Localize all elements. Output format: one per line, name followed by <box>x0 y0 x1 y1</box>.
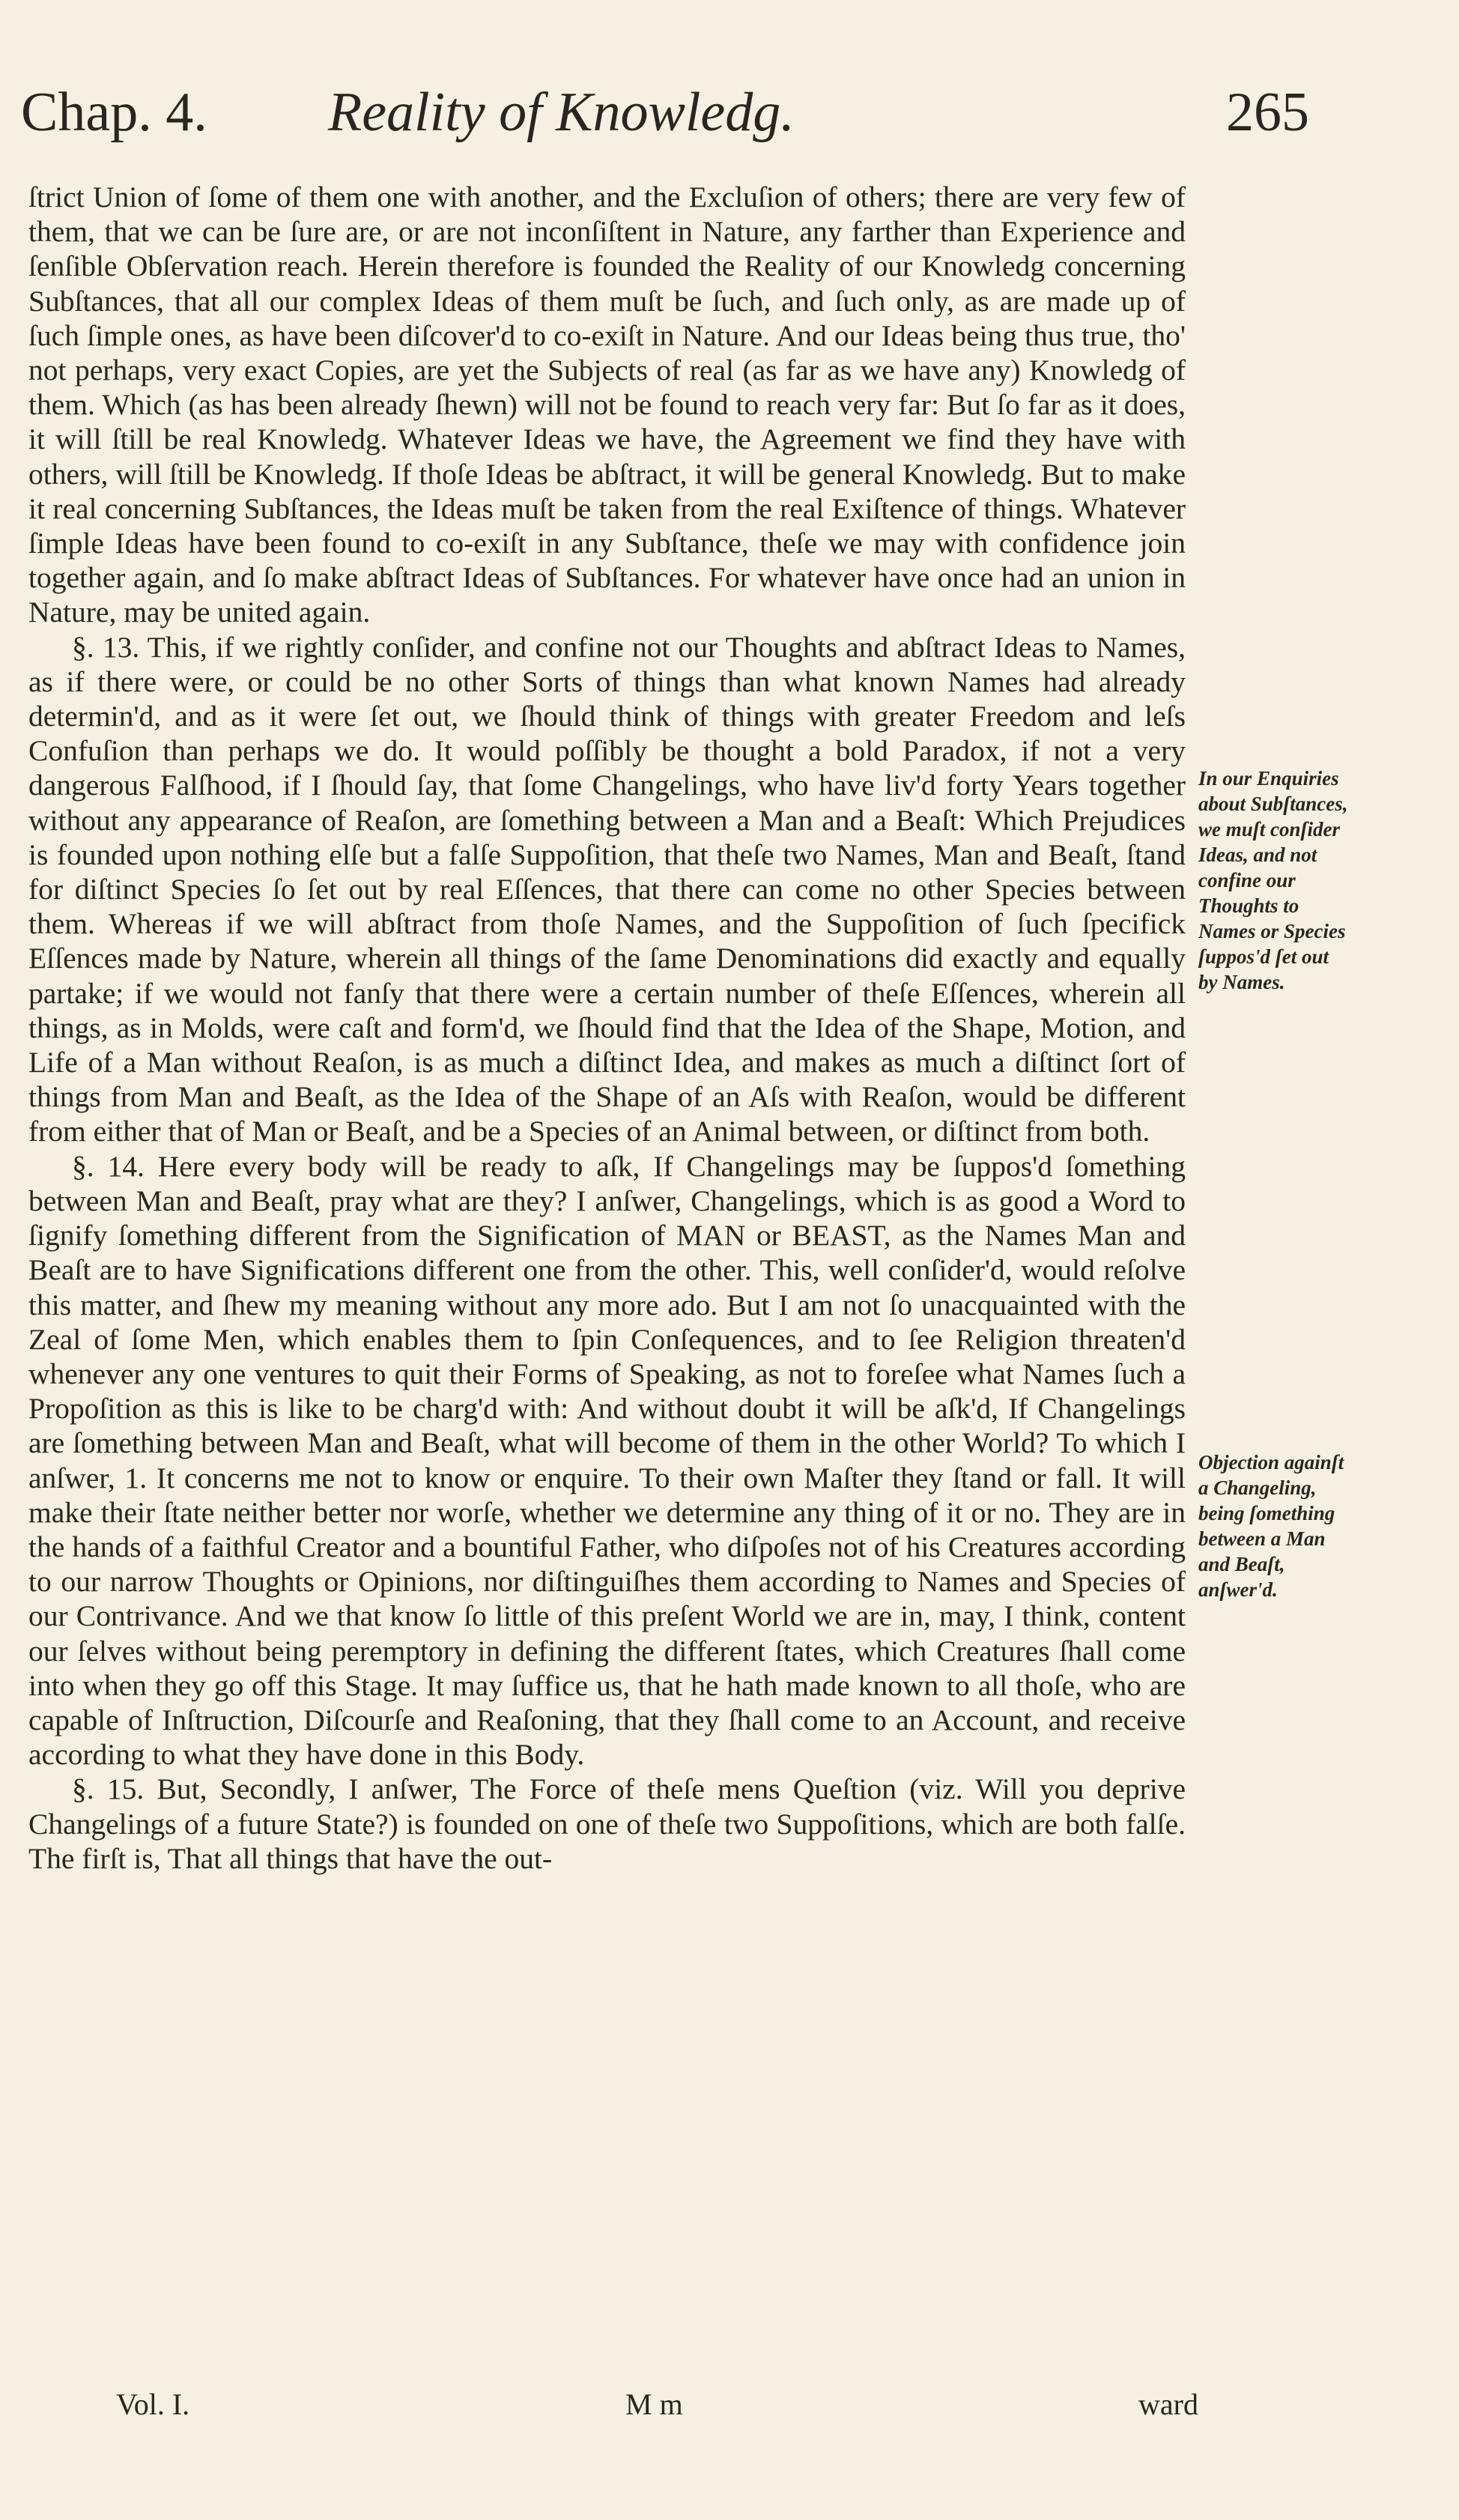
paragraph-section-15: §. 15. But, Secondly, I anſwer, The Force of theſe mens Queſtion (viz. Will you deprive Changelings of a future State?) is founded on one of theſe two Suppoſitions, which are both falſe. The firſt is, That all things that have the out- <box>28 1772 1186 1875</box>
main-text <box>28 180 1186 1876</box>
margin-note-section-14: Objection againſt a Changeling, being ſomething between a Man and Beaſt, anſwer'd. <box>1198 1451 1344 1601</box>
paragraph: ſtrict Union of ſome of them one with another, and the Excluſion of others; there are very few of them, that we can be ſure are, or are not inconſiſtent in Nature, any farther than Experience and ſenſible Obſervation reach. Herein therefore is founded the Reality of our Knowledg concerning Subſtances, that all our complex Ideas of them muſt be ſuch, and ſuch only, as are made up of ſuch ſimple ones, as have been diſcover'd to co-exiſt in Nature. And our Ideas being thus true, tho' not perhaps, very exact Copies, are yet the Subjects of real (as far as we have any) Knowledg of them. Which (as has been already ſhewn) will not be found to reach very far: But ſo far as it does, it will ſtill be real Knowledg. Whatever Ideas we have, the Agreement we find they have with others, will ſtill be Knowledg. If thoſe Ideas be abſtract, it will be general Knowledg. But to make it real concerning Subſtances, the Ideas muſt be taken from the real Exiſtence of things. Whatever ſimple Ideas have been found to co-exiſt in any Subſtance, theſe we may with confidence join together again, and ſo make abſtract Ideas of Subſtances. For whatever have once had an union in Nature, may be united again. <box>28 181 1186 629</box>
paragraph-section-13: §. 13. This, if we rightly conſider, and confine not our Thoughts and abſtract Ideas to Names, as if there were, or could be no other Sorts of things than what known Names had already determin'd, and as it were ſet out, we ſhould think of things with greater Freedom and leſs Confuſion than perhaps we do. It would poſſibly be thought a bold Paradox, if not a very dangerous Falſhood, if I ſhould ſay, that ſome Changelings, who have liv'd forty Years together without any appearance of Reaſon, are ſomething between a Man and a Beaſt: Which Prejudices is founded upon nothing elſe but a falſe Suppoſition, that theſe two Names, Man and Beaſt, ſtand for diſtinct Species ſo ſet out by real Eſſences, that there can come no other Species between them. Whereas if we will abſtract from thoſe Names, and the Suppoſition of ſuch ſpecifick Eſſences made by Nature, wherein all things of the ſame Denominations did exactly and equally partake; if we would not fanſy that there were a certain number of theſe Eſſences, wherein all things, as in Molds, were caſt and form'd, we ſhould find that the Idea of the Shape, Motion, and Life of a Man without Reaſon, is as much a diſtinct Idea, and makes as much a diſtinct ſort of things from Man and Beaſt, as the Idea of the Shape of an Aſs with Reaſon, would be different from either that of Man or Beaſt, and be a Species of an Animal between, or diſtinct from both. <box>28 630 1186 1148</box>
signature-mark: M m <box>625 2387 683 2421</box>
volume-label: Vol. I. <box>116 2387 190 2421</box>
paragraph-section-14: §. 14. Here every body will be ready to aſk, If Changelings may be ſuppos'd ſomething between Man and Beaſt, pray what are they? I anſwer, Changelings, which is as good a Word to ſignify ſomething different from the Signification of MAN or BEAST, as the Names Man and Beaſt are to have Significations different one from the other. This, well conſider'd, would reſolve this matter, and ſhew my meaning without any more ado. But I am not ſo unacquainted with the Zeal of ſome Men, which enables them to ſpin Conſequences, and to ſee Religion threaten'd whenever any one ventures to quit their Forms of Speaking, as not to foreſee what Names ſuch a Propoſition as this is like to be charg'd with: And without doubt it will be aſk'd, If Changelings are ſomething between Man and Beaſt, what will become of them in the other World? To which I anſwer, 1. It concerns me not to know or enquire. To their own Maſter they ſtand or fall. It will make their ſtate neither better nor worſe, whether we determine any thing of it or no. They are in the hands of a faithful Creator and a bountiful Father, who diſpoſes not of his Creatures according to our narrow Thoughts or Opinions, nor diſtinguiſhes them according to Names and Species of our Contrivance. And we that know ſo little of this preſent World we are in, may, I think, content our ſelves without being peremptory in defining the different ſtates, which Creatures ſhall come into when they go off this Stage. It may ſuffice us, that he hath made known to all thoſe, who are capable of Inſtruction, Diſcourſe and Reaſoning, that they ſhall come to an Account, and receive according to what they have done in this Body. <box>28 1149 1186 1772</box>
catchword: ward <box>1138 2387 1198 2421</box>
margin-note-section-13: In our Enquiries about Subſtances, we muſt conſider Ideas, and not confine our Thoughts to Names or Species ſuppos'd ſet out by Names. <box>1198 767 1348 993</box>
chapter-label: Chap. 4. <box>21 82 207 143</box>
page-number: 265 <box>1226 82 1309 143</box>
running-header <box>21 81 1309 163</box>
page-footer <box>116 2387 1198 2432</box>
running-title: Reality of Knowledg. <box>328 82 795 143</box>
